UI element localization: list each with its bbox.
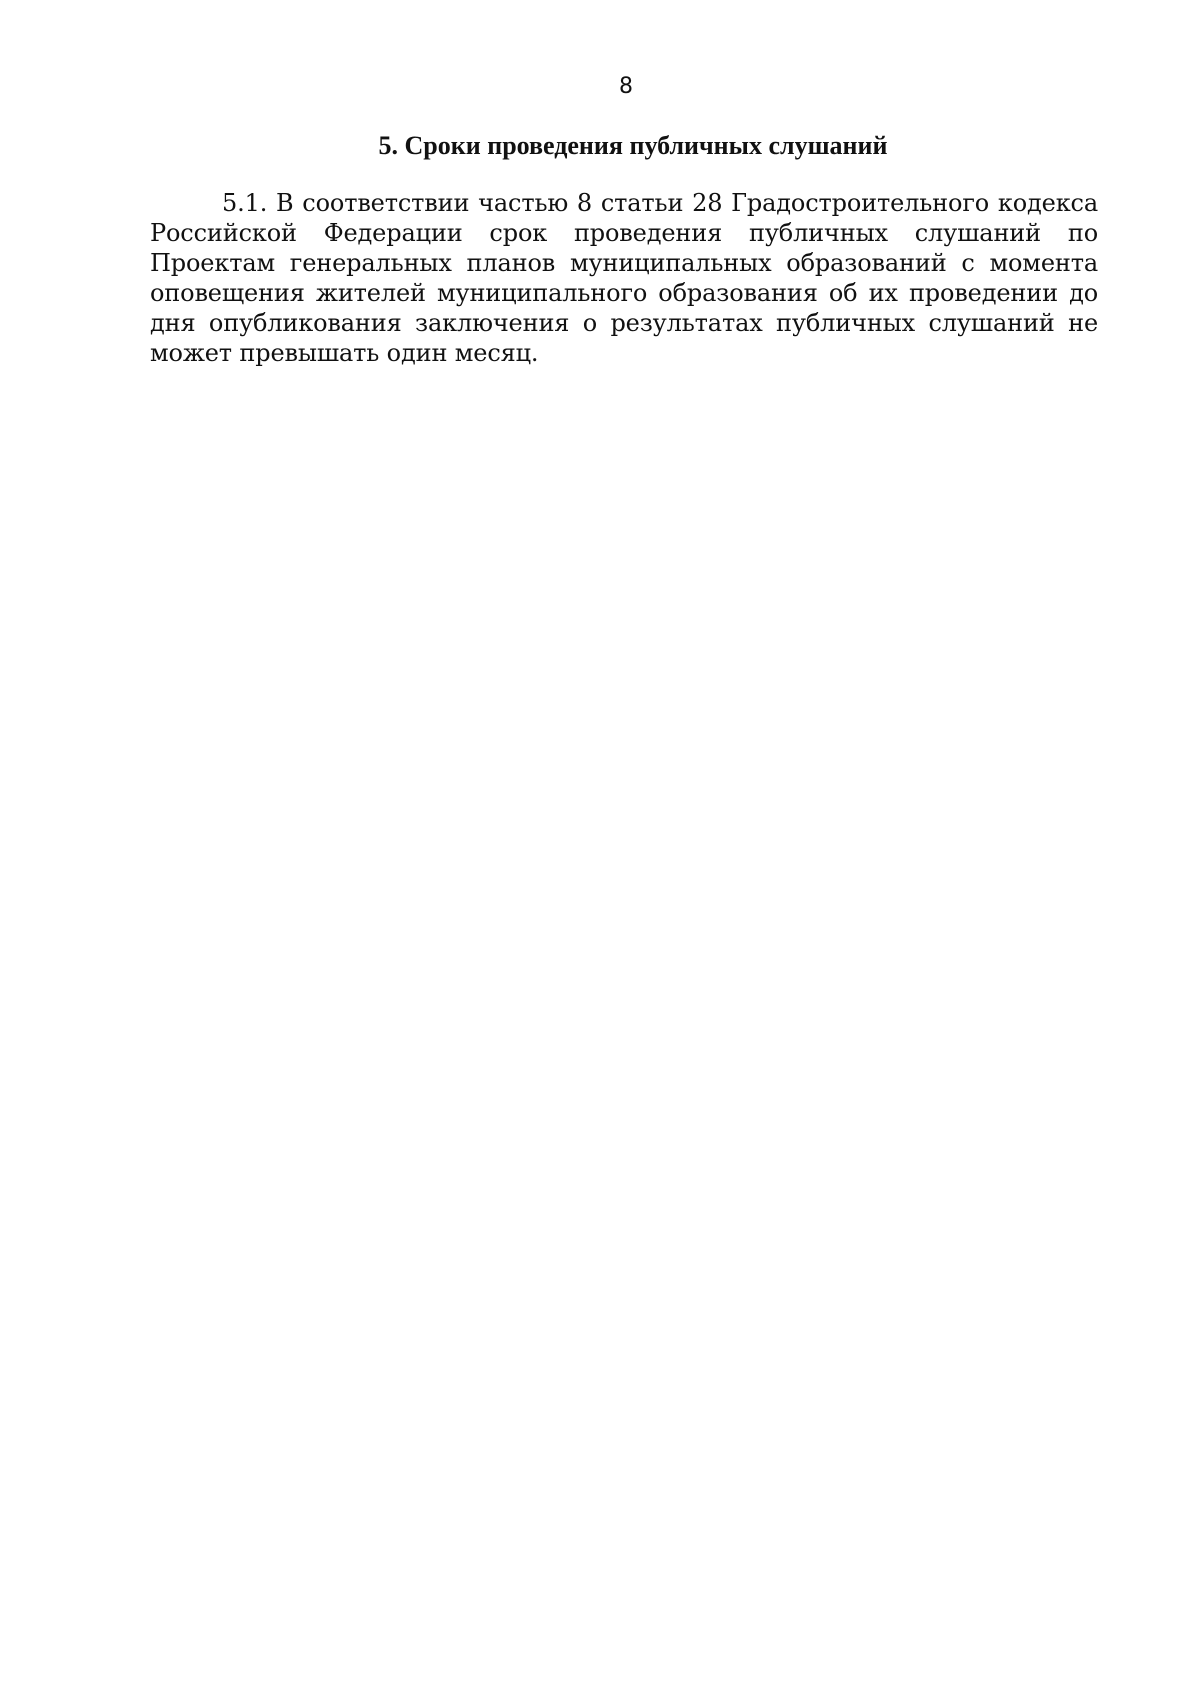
page-number: 8: [619, 74, 633, 99]
paragraph-5-1: 5.1. В соответствии частью 8 статьи 28 Градостроительного кодекса Российской Федерации срок проведения публичных слушаний по Проектам генеральных планов муниципальных образований с момента оповещения жителей муниципального образования об их проведении до дня опубликования заключения о результатах публичных слушаний не может превышать один месяц.: [150, 189, 1098, 367]
section-title: 5. Сроки проведения публичных слушаний: [378, 131, 888, 160]
